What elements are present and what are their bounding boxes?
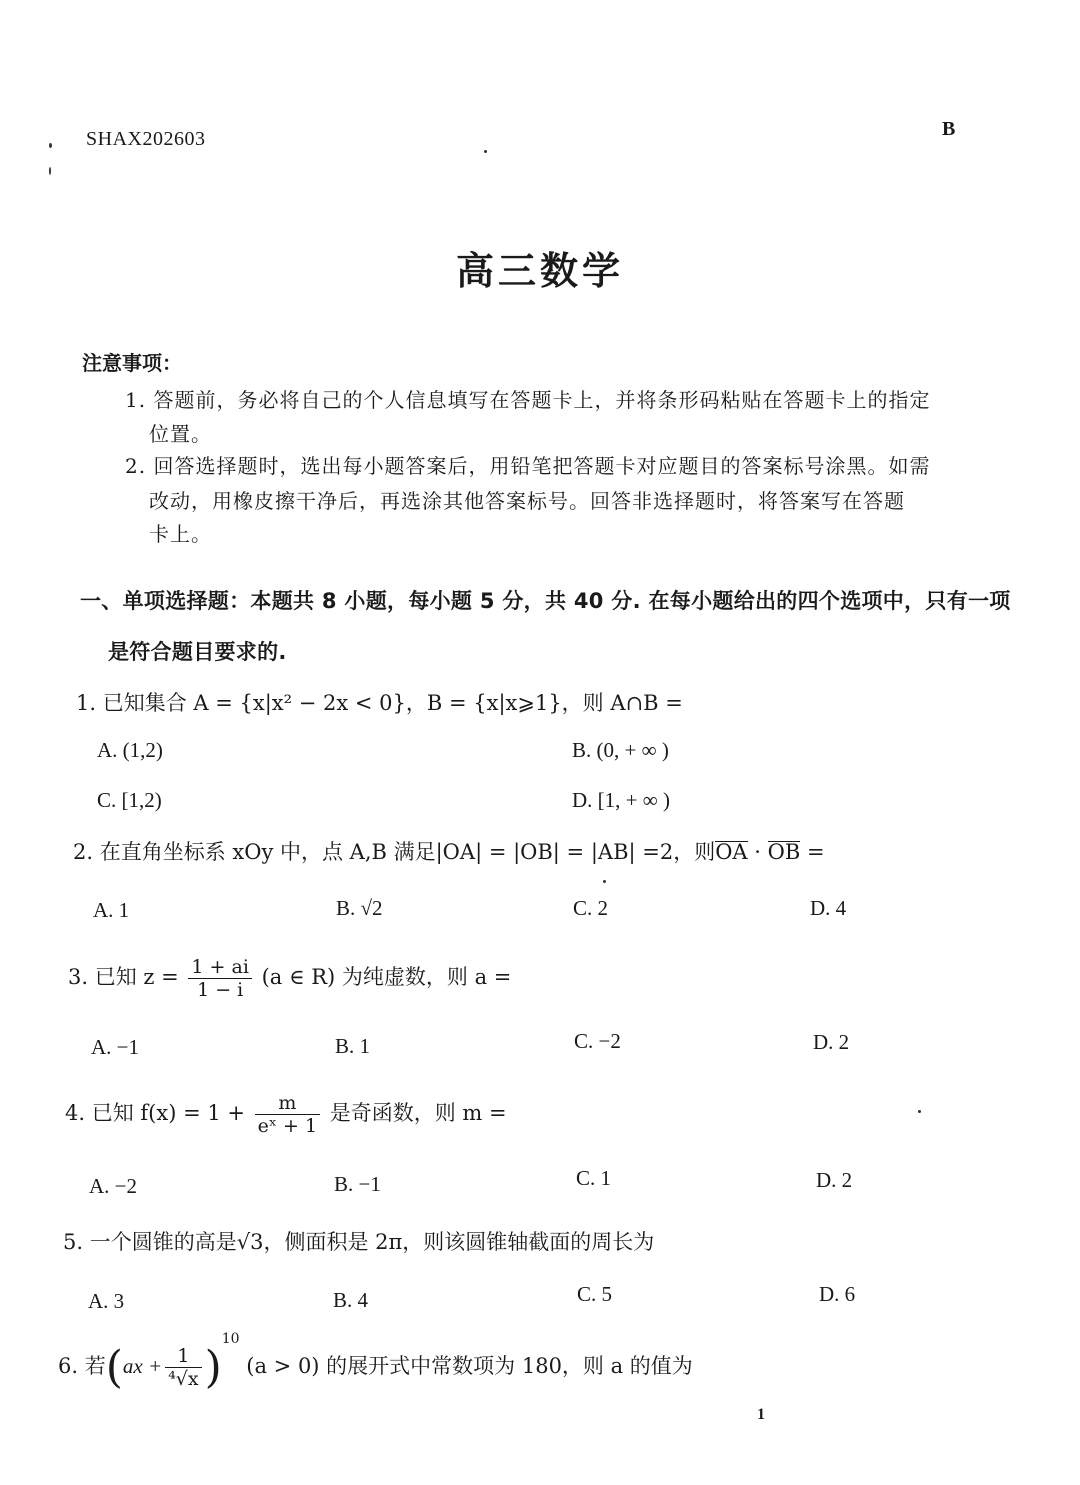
- question-3-option-d: D. 2: [813, 1030, 850, 1054]
- question-5-option-b: B. 4: [333, 1288, 369, 1312]
- question-1-option-a: A. (1,2): [97, 738, 163, 762]
- left-paren: (: [105, 1342, 123, 1393]
- question-5-option-d: D. 6: [819, 1282, 856, 1306]
- scan-mark: [603, 880, 606, 883]
- fraction-denominator: ⁴√x: [168, 1368, 199, 1390]
- fraction: [255, 1092, 320, 1137]
- notice-heading: 注意事项：: [82, 351, 182, 375]
- page-number: 1: [757, 1406, 765, 1423]
- fraction-denominator: 1 − i: [197, 979, 244, 1001]
- right-paren: ): [204, 1342, 222, 1393]
- question-5-option-c: C. 5: [577, 1282, 613, 1306]
- question-4-suffix: 是奇函数，则 m =: [329, 1101, 507, 1125]
- question-3-prefix: 3. 已知 z =: [68, 965, 179, 989]
- question-5-option-a: A. 3: [88, 1289, 125, 1313]
- question-2-stem-suffix: =: [800, 840, 825, 864]
- notice-item-2-line-3: 卡上。: [149, 522, 212, 546]
- question-3-option-a: A. −1: [91, 1035, 140, 1059]
- scan-mark: [49, 143, 52, 148]
- notice-item-2-line-1: 2. 回答选择题时，选出每小题答案后，用铅笔把答题卡对应题目的答案标号涂黑。如需: [125, 454, 931, 478]
- section-heading-line-1: 一、单项选择题：本题共 8 小题，每小题 5 分，共 40 分. 在每小题给出的四个选项中，只有一项: [80, 589, 1011, 613]
- scan-mark: [918, 1110, 921, 1113]
- question-3-option-c: C. −2: [574, 1029, 621, 1053]
- question-4-option-a: A. −2: [89, 1174, 138, 1198]
- question-3-option-b: B. 1: [335, 1034, 371, 1058]
- question-2-stem-prefix: 2. 在直角坐标系 xOy 中，点 A,B 满足|OA| = |OB| = |AB| =2，则: [73, 840, 716, 864]
- fraction-numerator: m: [255, 1092, 320, 1115]
- fraction: [188, 956, 252, 1001]
- question-1-option-c: C. [1,2): [97, 788, 162, 812]
- question-1-option-b: B. (0, + ∞ ): [572, 738, 669, 762]
- vector-ob: OB: [767, 840, 801, 864]
- question-4-option-d: D. 2: [816, 1168, 853, 1192]
- scan-mark: [49, 167, 51, 175]
- exam-code: SHAX202603: [86, 128, 206, 150]
- question-2-option-d: D. 4: [810, 896, 847, 920]
- fraction: [165, 1345, 201, 1390]
- page-title: 高三数学: [455, 249, 624, 293]
- question-4-prefix: 4. 已知 f(x) = 1 +: [65, 1101, 245, 1125]
- scan-mark: [484, 150, 487, 153]
- notice-item-2-line-2: 改动，用橡皮擦干净后，再选涂其他答案标号。回答非选择题时，将答案写在答题: [149, 489, 905, 513]
- fraction-numerator: 1: [165, 1345, 201, 1368]
- question-6-inner: ax +: [122, 1354, 163, 1378]
- fraction-denominator: eˣ + 1: [257, 1115, 318, 1137]
- notice-item-1-line-2: 位置。: [149, 422, 212, 446]
- fraction-numerator: 1 + ai: [188, 956, 252, 979]
- question-4-option-b: B. −1: [334, 1172, 381, 1196]
- question-6-stem: [58, 1331, 693, 1393]
- paper-version: B: [942, 118, 956, 140]
- question-5-stem: 5. 一个圆锥的高是√3，侧面积是 2π，则该圆锥轴截面的周长为: [63, 1230, 655, 1254]
- question-2-option-b: B. √2: [336, 896, 383, 920]
- exponent: 10: [221, 1331, 240, 1347]
- question-2-stem: [73, 836, 825, 866]
- question-1-option-d: D. [1, + ∞ ): [572, 788, 670, 812]
- question-2-option-a: A. 1: [93, 898, 130, 922]
- question-6-suffix: (a > 0) 的展开式中常数项为 180，则 a 的值为: [246, 1354, 693, 1378]
- notice-item-1-line-1: 1. 答题前，务必将自己的个人信息填写在答题卡上，并将条形码粘贴在答题卡上的指定: [125, 388, 931, 412]
- question-3-suffix: (a ∈ R) 为纯虚数，则 a =: [261, 965, 512, 989]
- question-6-prefix: 6. 若: [58, 1354, 106, 1378]
- question-4-stem: [65, 1092, 507, 1137]
- dot-operator: ·: [747, 840, 768, 864]
- question-2-option-c: C. 2: [573, 896, 609, 920]
- section-heading-line-2: 是符合题目要求的.: [108, 640, 287, 664]
- question-4-option-c: C. 1: [576, 1166, 612, 1190]
- vector-oa: OA: [715, 840, 748, 864]
- question-1-stem: 1. 已知集合 A = {x|x² − 2x < 0}，B = {x|x⩾1}，则 A∩B =: [76, 691, 683, 715]
- question-3-stem: [68, 956, 511, 1001]
